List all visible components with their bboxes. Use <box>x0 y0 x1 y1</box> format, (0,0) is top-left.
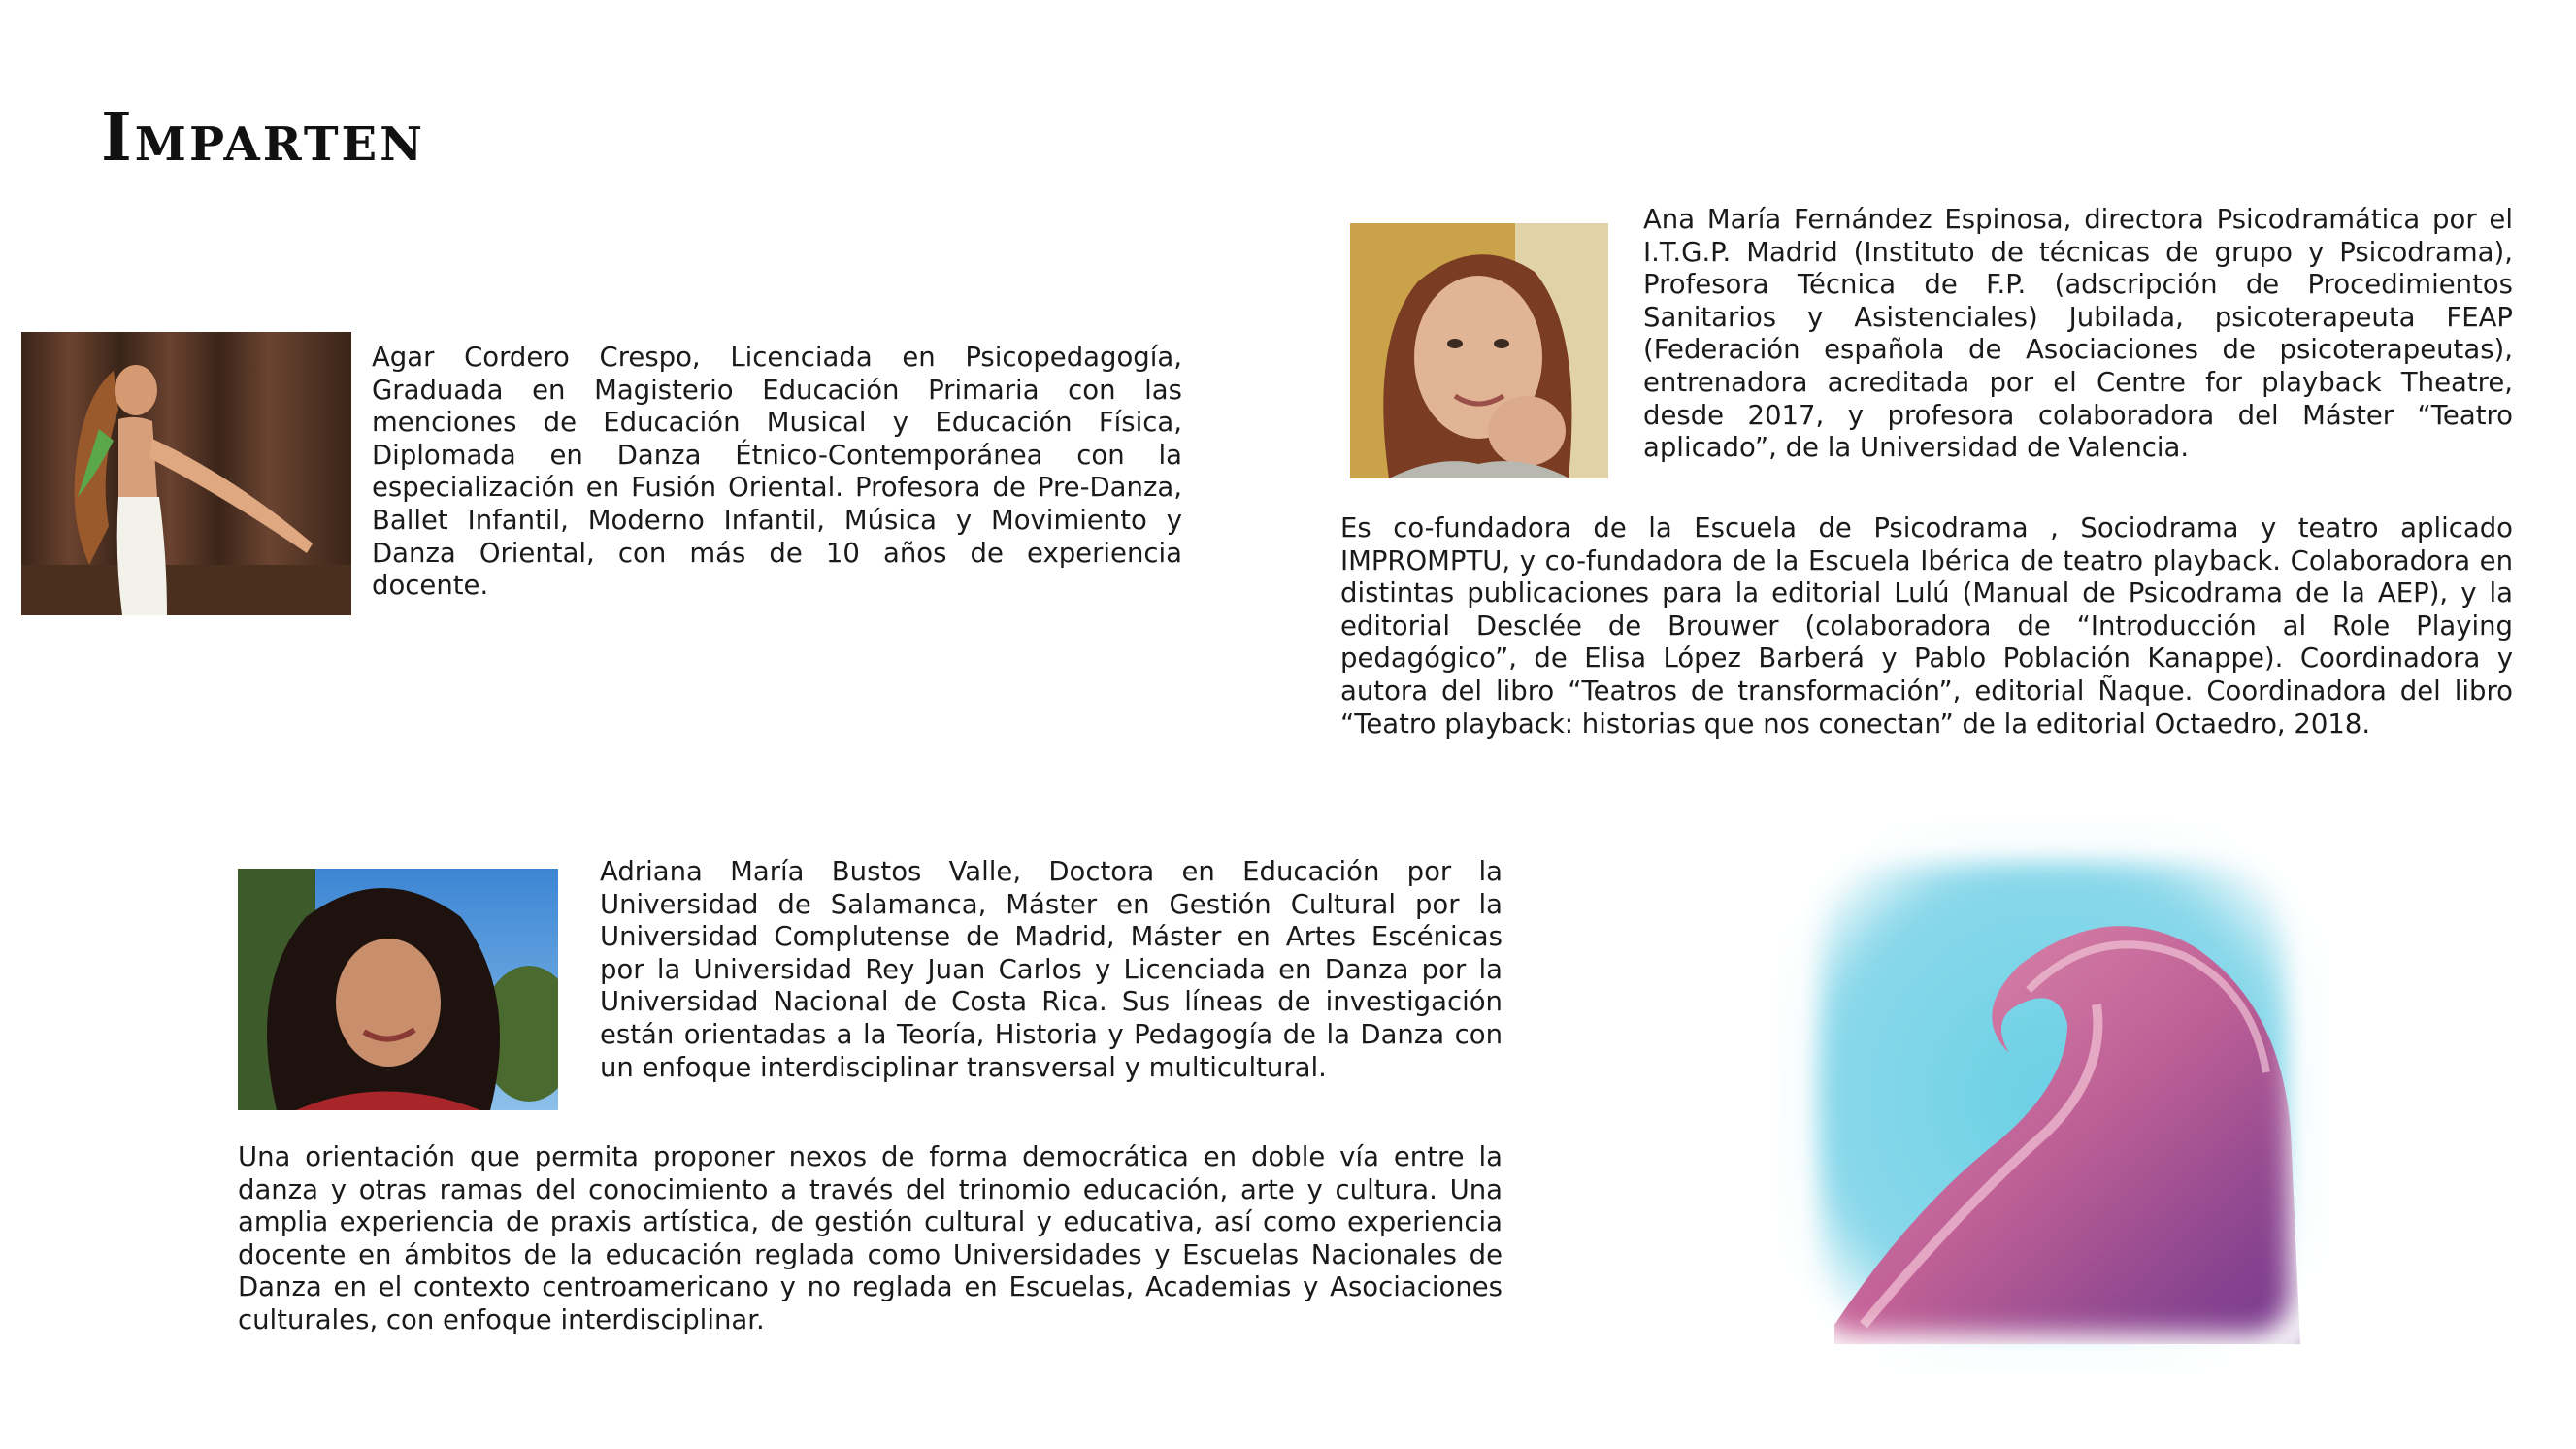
instructor-bio: Adriana María Bustos Valle, Doctora en Educación por la Universidad de Salamanca, Máster en Gestión Cultural por la Universidad Complutense de Madrid, Máster en Artes Escénicas por la Universidad Rey Juan Carlos y Licenciada en Danza por la Universidad Nacional de Costa Rica. Sus líneas de investigación están orientadas a la Teoría, Historia y Pedagogía de la Danza con un enfoque interdisciplinar transversal y multicultural. <box>600 856 1503 1083</box>
woman-portrait-photo <box>1350 223 1608 478</box>
instructor-bio-continued: Es co-fundadora de la Escuela de Psicodrama , Sociodrama y teatro aplicado IMPROMPTU, y co-fundadora de la Escuela Ibérica de teatro playback. Colaboradora en distintas publicaciones para la editorial Lulú (Manual de Psicodrama de la AEP), y la editorial Desclée de Brouwer (colaboradora de “Introducción al Role Playing pedagógico”, de Elisa López Barberá y Pablo Población Kanappe). Coordinadora y autora del libro “Teatros de transformación”, editorial Ñaque. Coordinadora del libro “Teatro playback: historias que nos conectan” de la editorial Octaedro, 2018. <box>1340 512 2513 740</box>
curly-hair-woman-photo <box>238 869 558 1110</box>
instructor-bio-continued: Una orientación que permita proponer nexos de forma democrática en doble vía entre la danza y otras ramas del conocimiento a través del trinomio educación, arte y cultura. Una amplia experiencia de praxis artística, de gestión cultural y educativa, así como experiencia docente en ámbitos de la educación reglada como Universidades y Escuelas Nacionales de Danza en el contexto centroamericano y no reglada en Escuelas, Academias y Asociaciones culturales, con enfoque interdisciplinar. <box>238 1141 1503 1335</box>
instructor-bio: Ana María Fernández Espinosa, directora Psicodramática por el I.T.G.P. Madrid (Instituto de técnicas de grupo y Psicodrama), Profesora Técnica de F.P. (adscripción de Procedimientos Sanitarios y Asistenciales) Jubilada, psicoterapeuta FEAP (Federación española de Asociaciones de psicoterapeutas), entrenadora acreditada por el Centre for playback Theatre, desde 2017, y profesora colaboradora del Máster “Teatro aplicado”, de la Universidad de Valencia. <box>1643 204 2513 464</box>
wave-illustration <box>1776 820 2329 1373</box>
page-title: Imparten <box>101 99 426 177</box>
dancer-photo <box>21 332 351 615</box>
instructor-bio: Agar Cordero Crespo, Licenciada en Psicopedagogía, Graduada en Magisterio Educación Primaria con las menciones de Educación Musical y Educación Física, Diplomada en Danza Étnico-Contemporánea con la especialización en Fusión Oriental. Profesora de Pre-Danza, Ballet Infantil, Moderno Infantil, Música y Movimiento y Danza Oriental, con más de 10 años de experiencia docente. <box>372 342 1182 602</box>
